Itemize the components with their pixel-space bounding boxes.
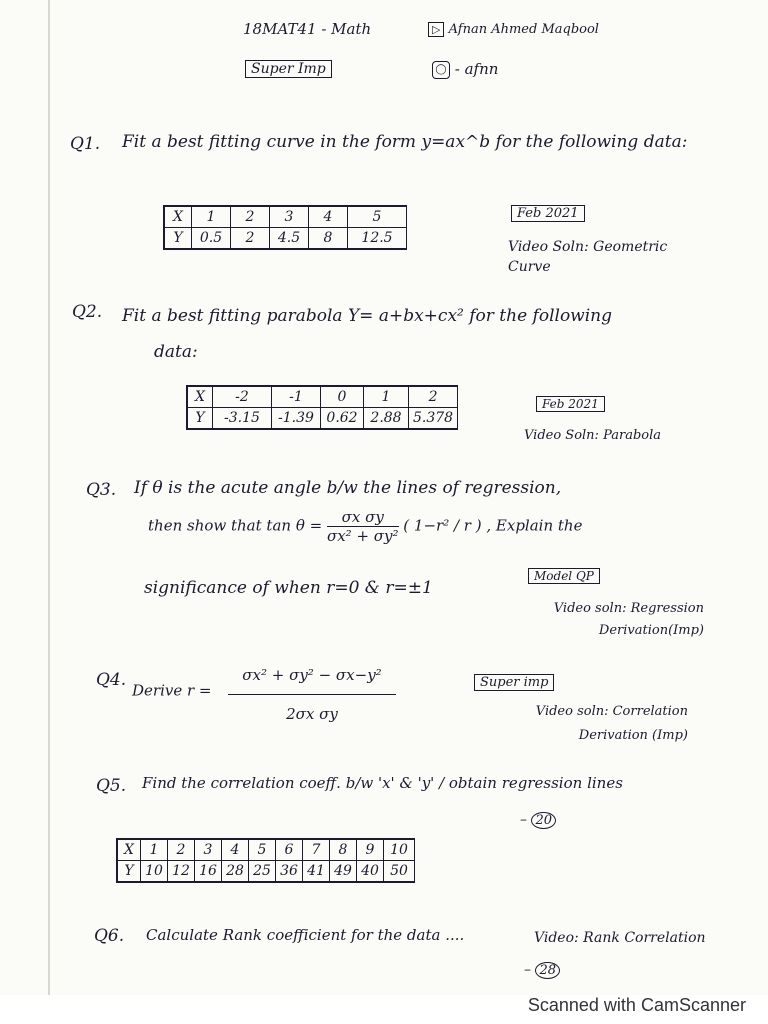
table-cell: 2 xyxy=(409,386,458,408)
table-cell: 2.88 xyxy=(364,408,409,430)
q1-text: Fit a best fitting curve in the form y=ax^b for the following data: xyxy=(122,132,688,152)
q5-number: Q5. xyxy=(96,776,127,796)
q2-exam-tag: Feb 2021 xyxy=(536,396,605,412)
q2-video-note: Video Soln: Parabola xyxy=(524,428,662,443)
table-row xyxy=(117,839,415,861)
page-edge-shadow xyxy=(48,0,50,995)
q2-number: Q2. xyxy=(72,302,103,322)
table-cell: -2 xyxy=(213,386,272,408)
table-cell: -1.39 xyxy=(272,408,321,430)
table-cell: 25 xyxy=(249,861,276,883)
q5-text: Find the correlation coeff. b/w 'x' & 'y' / obtain regression lines xyxy=(142,774,623,792)
table-cell: 12 xyxy=(168,861,195,883)
q4-formula-line xyxy=(132,660,396,723)
table-cell: 8 xyxy=(330,839,357,861)
q3-fraction-den: σx² + σy² xyxy=(326,527,399,545)
camscanner-watermark: Scanned with CamScanner xyxy=(527,995,746,1015)
q4-tag: Super imp xyxy=(474,674,554,691)
q6-number: Q6. xyxy=(94,926,125,946)
q4-fraction xyxy=(228,660,395,723)
table-cell: 5.378 xyxy=(409,408,458,430)
table-cell: 4 xyxy=(222,839,249,861)
table-cell: 7 xyxy=(303,839,330,861)
q1-video-note: Video Soln: Geometric Curve xyxy=(508,239,668,275)
q6-page-number: 28 xyxy=(535,962,560,979)
table-cell: 4 xyxy=(309,206,348,228)
instagram-icon: ◯ xyxy=(432,61,450,79)
instagram-handle: - afnn xyxy=(454,60,499,78)
q4-formula-lead: Derive r = xyxy=(132,681,212,700)
table-cell: 2 xyxy=(231,228,270,250)
course-title: 18MAT41 - Math xyxy=(243,20,372,38)
row-header-cell: X xyxy=(117,839,141,861)
row-header-cell: Y xyxy=(164,228,192,250)
table-cell: 40 xyxy=(357,861,384,883)
q3-paren-term: ( 1−r² / r ) xyxy=(403,516,482,535)
q3-formula-line xyxy=(148,508,582,545)
q5-data-table xyxy=(116,838,415,883)
table-row xyxy=(117,861,415,883)
instagram-line xyxy=(432,60,498,79)
q6-page-ref: – 28 xyxy=(524,962,560,979)
table-cell: 5 xyxy=(348,206,407,228)
table-row xyxy=(187,408,458,430)
q4-video-note: Video soln: Correlation Derivation (Imp) xyxy=(535,704,688,743)
table-cell: 3 xyxy=(195,839,222,861)
row-header-cell: Y xyxy=(117,861,141,883)
q3-formula-tail: , Explain the xyxy=(486,516,583,535)
table-cell: 4.5 xyxy=(270,228,309,250)
q3-number: Q3. xyxy=(86,480,117,500)
row-header-cell: X xyxy=(187,386,213,408)
table-cell: 9 xyxy=(357,839,384,861)
table-cell: 36 xyxy=(276,861,303,883)
table-cell: -1 xyxy=(272,386,321,408)
q3-text-cont: significance of when r=0 & r=±1 xyxy=(144,578,433,598)
table-cell: 12.5 xyxy=(348,228,407,250)
table-cell: -3.15 xyxy=(213,408,272,430)
q1-exam-tag: Feb 2021 xyxy=(511,205,585,222)
footer-bar xyxy=(0,995,768,1024)
q4-fraction-num: σx² + σy² − σx−y² xyxy=(228,660,395,695)
q5-page-number: 20 xyxy=(531,812,556,829)
play-icon: ▷ xyxy=(428,22,444,37)
q2-text: Fit a best fitting parabola Y= a+bx+cx² for the following xyxy=(122,306,613,326)
q4-fraction-den: 2σx σy xyxy=(286,705,338,723)
table-cell: 2 xyxy=(168,839,195,861)
row-header-cell: Y xyxy=(187,408,213,430)
q2-text-cont: data: xyxy=(154,342,198,362)
q1-data-table xyxy=(163,205,407,250)
table-cell: 3 xyxy=(270,206,309,228)
table-cell: 10 xyxy=(141,861,168,883)
table-cell: 50 xyxy=(384,861,415,883)
q3-fraction xyxy=(327,508,399,545)
table-cell: 41 xyxy=(303,861,330,883)
q3-exam-tag: Model QP xyxy=(528,568,600,584)
q3-fraction-num: σx σy xyxy=(327,508,399,527)
youtube-line xyxy=(428,22,599,37)
super-imp-tag: Super Imp xyxy=(245,60,332,78)
table-row xyxy=(164,228,407,250)
table-cell: 28 xyxy=(222,861,249,883)
table-row xyxy=(164,206,407,228)
table-cell: 8 xyxy=(309,228,348,250)
q2-data-table xyxy=(186,385,458,430)
table-cell: 1 xyxy=(364,386,409,408)
table-cell: 5 xyxy=(249,839,276,861)
table-cell: 2 xyxy=(231,206,270,228)
table-cell: 0.5 xyxy=(192,228,231,250)
table-cell: 0 xyxy=(321,386,364,408)
q5-page-ref: – 20 xyxy=(520,812,556,829)
q6-text: Calculate Rank coefficient for the data .... xyxy=(146,926,465,944)
table-cell: 49 xyxy=(330,861,357,883)
table-cell: 6 xyxy=(276,839,303,861)
q3-video-note: Video soln: Regression Derivation(Imp) xyxy=(553,601,704,638)
q3-formula-lead: then show that tan θ = xyxy=(148,516,323,535)
q3-text: If θ is the acute angle b/w the lines of regression, xyxy=(134,478,562,498)
table-cell: 1 xyxy=(192,206,231,228)
table-row xyxy=(187,386,458,408)
q1-number: Q1. xyxy=(70,134,101,154)
table-cell: 1 xyxy=(141,839,168,861)
table-cell: 0.62 xyxy=(321,408,364,430)
youtube-channel: Afnan Ahmed Maqbool xyxy=(448,22,599,37)
table-cell: 16 xyxy=(195,861,222,883)
q4-number: Q4. xyxy=(96,670,127,690)
q6-video-note: Video: Rank Correlation xyxy=(534,930,706,946)
table-cell: 10 xyxy=(384,839,415,861)
row-header-cell: X xyxy=(164,206,192,228)
